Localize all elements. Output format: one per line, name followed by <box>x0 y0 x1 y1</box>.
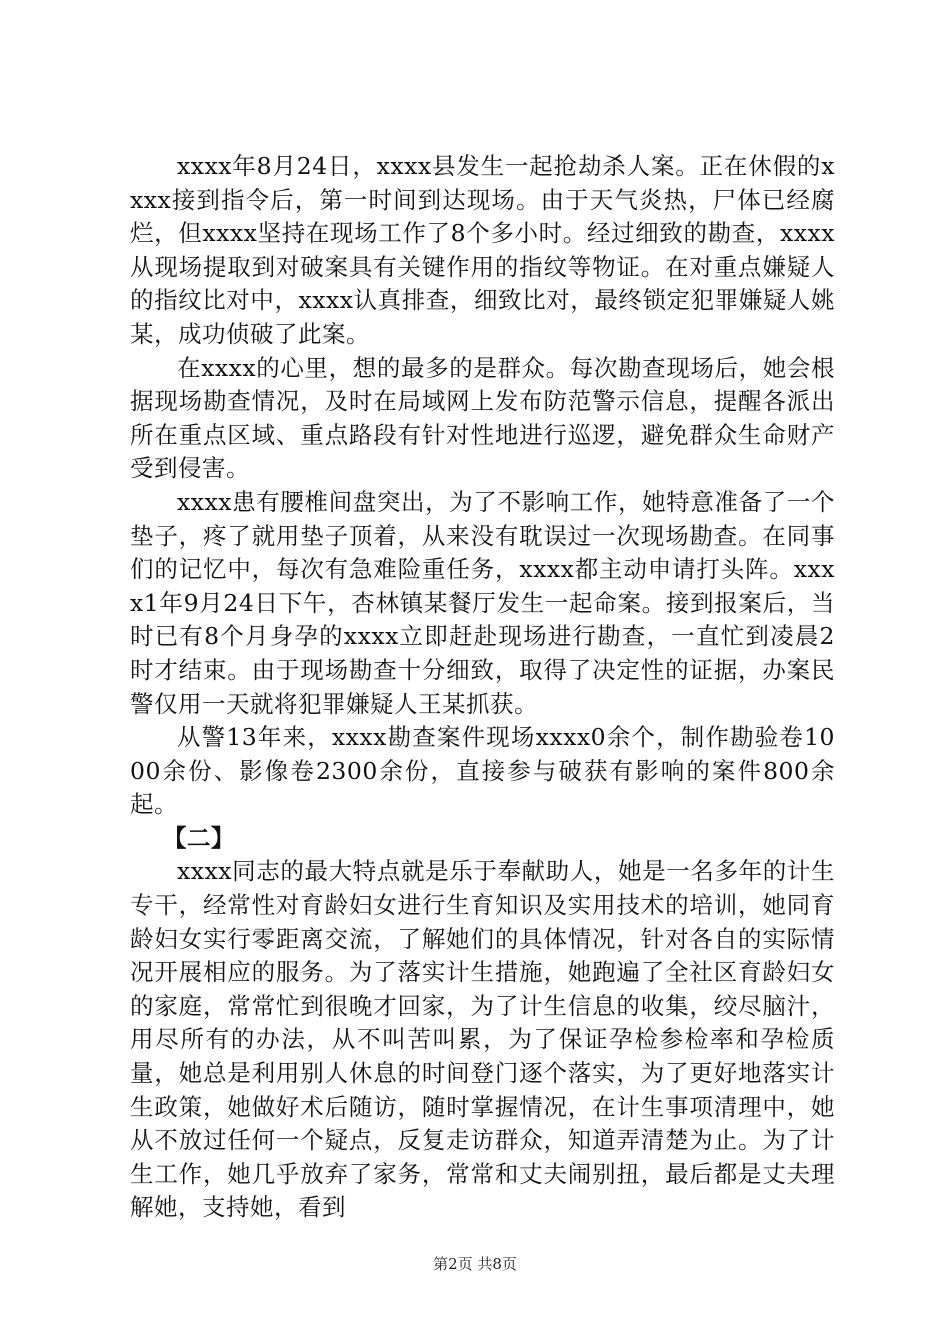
paragraph-family-planning: xxxx同志的最大特点就是乐于奉献助人，她是一名多年的计生专干，经常性对育龄妇女进行生育知识及实用技术的培训，她同育龄妇女实行零距离交流，了解她们的具体情况，针对各自的实际情况开展相应的服务。为了落实计生措施，她跑遍了全社区育龄妇女的家庭，常常忙到很晚才回家，为了计生信息的收集，绞尽脑汁，用尽所有的办法，从不叫苦叫累，为了保证孕检参检率和孕检质量，她总是利用别人休息的时间登门逐个落实，为了更好地落实计生政策，她做好术后随访，随时掌握情况，在计生事项清理中，她从不放过任何一个疑点，反复走访群众，知道弄清楚为止。为了计生工作，她几乎放弃了家务，常常和丈夫闹别扭，最后都是丈夫理解她，支持她，看到 <box>130 857 835 1222</box>
section-heading: 【二】 <box>162 823 235 852</box>
paragraph-public-safety: 在xxxx的心里，想的最多的是群众。每次勘查现场后，她会根据现场勘查情况，及时在局域网上发布防范警示信息，提醒各派出所在重点区域、重点路段有针对性地进行巡逻，避免群众生命财产受到侵害。 <box>130 353 835 483</box>
document-body <box>130 150 835 1225</box>
page-number-footer: 第2页 共8页 <box>433 1255 517 1273</box>
paragraph-case-investigation: xxxx年8月24日，xxxx县发生一起抢劫杀人案。正在休假的xxxx接到指令后，第一时间到达现场。由于天气炎热，尸体已经腐烂，但xxxx坚持在现场工作了8个多小时。经过细致的勘查，xxxx从现场提取到对破案具有关键作用的指纹等物证。在对重点嫌疑人的指纹比对中，xxxx认真排查，细致比对，最终锁定犯罪嫌疑人姚某，成功侦破了此案。 <box>130 152 835 348</box>
paragraph-achievements: 从警13年来，xxxx勘查案件现场xxxx0余个，制作勘验卷1000余份、影像卷2300余份，直接参与破获有影响的案件800余起。 <box>130 723 835 819</box>
paragraph-dedication: xxxx患有腰椎间盘突出，为了不影响工作，她特意准备了一个垫子，疼了就用垫子顶着，从来没有耽误过一次现场勘查。在同事们的记忆中，每次有急难险重任务，xxxx都主动申请打头阵。xxxx1年9月24日下午，杏林镇某餐厅发生一起命案。接到报案后，当时已有8个月身孕的xxxx立即赶赴现场进行勘查，一直忙到凌晨2时才结束。由于现场勘查十分细致，取得了决定性的证据，办案民警仅用一天就将犯罪嫌疑人王某抓获。 <box>130 487 835 718</box>
